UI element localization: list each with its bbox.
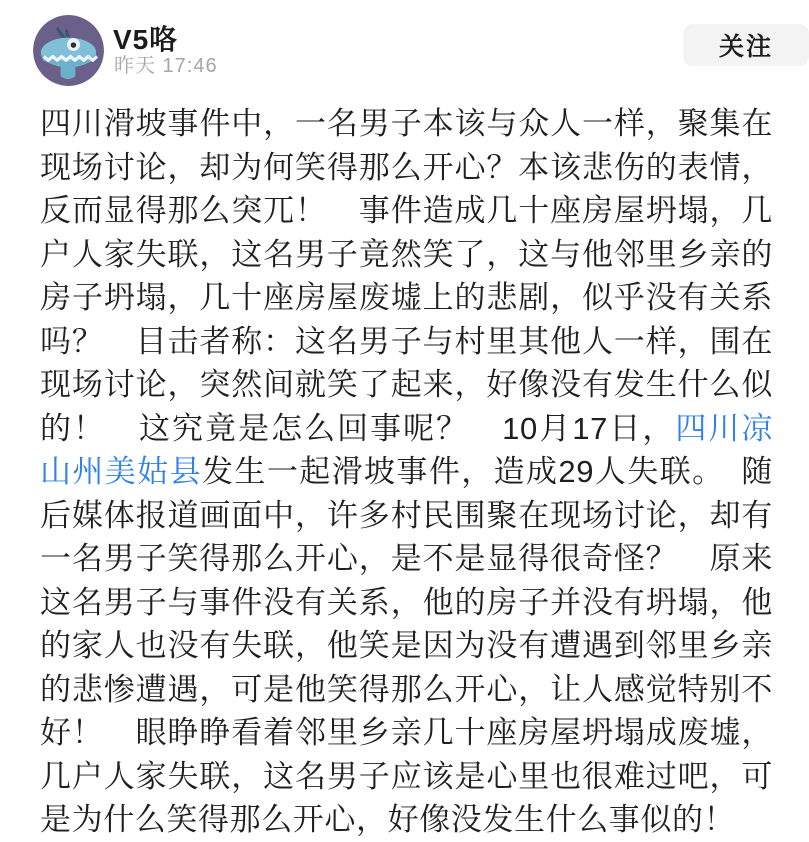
post-timestamp: 昨天 17:46	[114, 55, 218, 77]
author-name[interactable]: V5咯	[113, 24, 179, 55]
follow-button[interactable]: 关注	[683, 24, 809, 66]
location-topic-link[interactable]: 四川凉山州美姑县	[40, 410, 773, 489]
post-header	[0, 0, 809, 96]
body-text-post: 发生一起滑坡事件，造成29人失联。 随后媒体报道画面中，许多村民围聚在现场讨论，却有一名男子笑得那么开心，是不是显得很奇怪？ 原来这名男子与事件没有关系，他的房子并没有坍塌，他的家人也没有失联，他笑是因为没有遭遇到邻里乡亲的悲惨遭遇，可是他笑得那么开心，让人感觉特别不好！ 眼睁睁看着邻里乡亲几十座房屋坍塌成废墟，几户人家失联，这名男子应该是心里也很难过吧，可是为什么笑得那么开心，好像没发生什么事似的！	[40, 454, 774, 837]
body-text-pre: 四川滑坡事件中，一名男子本该与众人一样，聚集在现场讨论，却为何笑得那么开心？本该悲伤的表情，反而显得那么突兀！ 事件造成几十座房屋坍塌，几户人家失联，这名男子竟然笑了，这与他邻里乡亲的房子坍塌，几十座房屋废墟上的悲剧，似乎没有关系吗？ 目击者称：这名男子与村里其他人一样，围在现场讨论，突然间就笑了起来，好像没有发生什么似的！ 这究竟是怎么回事呢？ 10月17日，	[40, 106, 773, 446]
avatar[interactable]	[33, 15, 104, 86]
alien-mushroom-avatar-icon	[33, 15, 104, 86]
post-body	[0, 96, 809, 842]
